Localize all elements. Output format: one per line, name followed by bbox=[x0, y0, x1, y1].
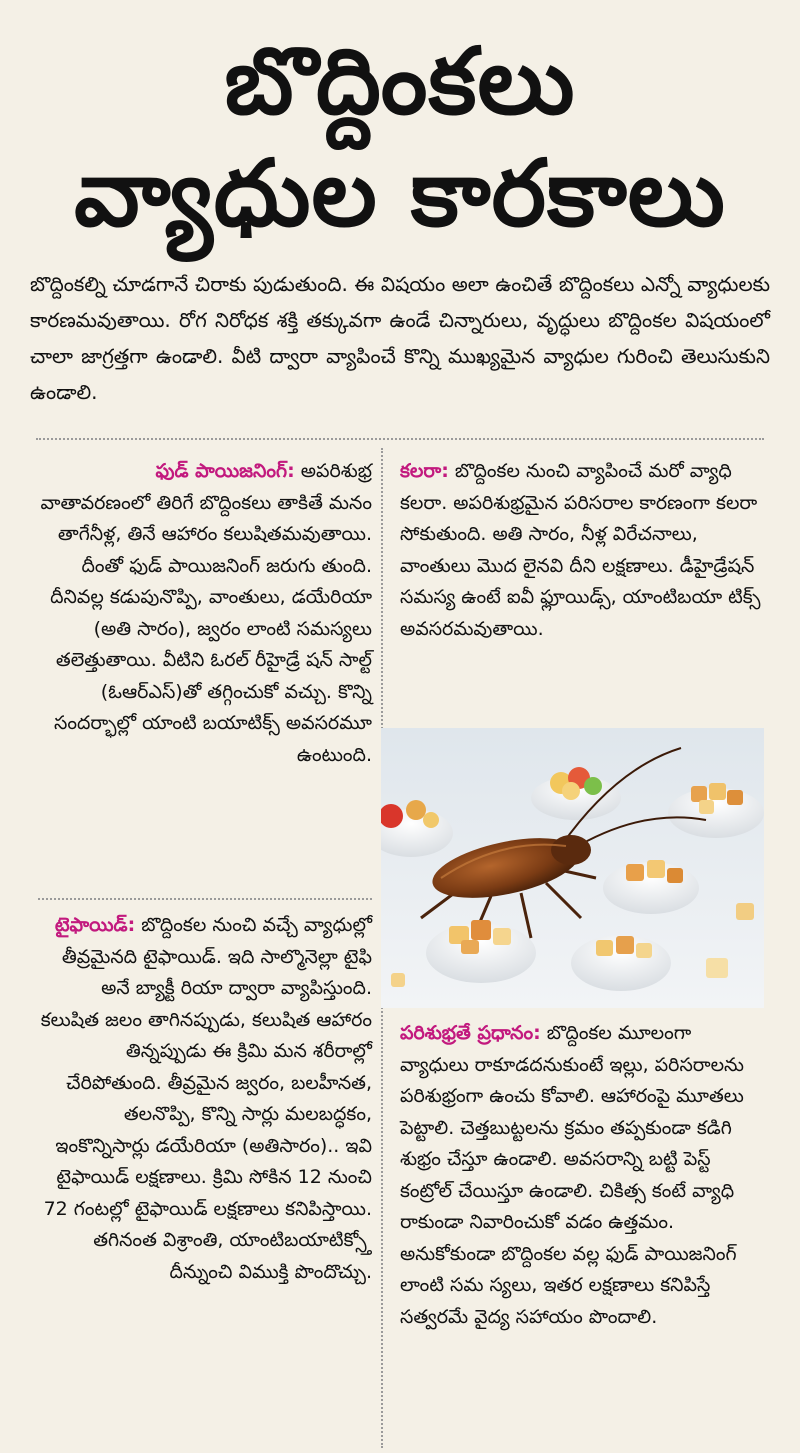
section-food-poisoning bbox=[40, 456, 372, 771]
divider-top bbox=[36, 438, 764, 440]
crouton bbox=[391, 973, 405, 987]
crouton bbox=[736, 903, 754, 920]
section-body-food-poisoning: అపరిశుభ్ర వాతావరణంలో తిరిగే బొద్దింకలు తాకితే మనం తాగేనీళ్ల, తినే ఆహారం కలుషితమవుతాయి. దీంతో ఫుడ్ పాయిజనింగ్ జరుగు తుంది. దీనివల్ల కడుపునొప్పి, వాంతులు, డయేరియా (అతి సారం), జ్వరం లాంటి సమస్యలు తలెత్తుతాయి. వీటిని ఓరల్ రీహైడ్రే షన్ సాల్ట్ (ఓఆర్ఎస్)తో తగ్గించుకో వచ్చు. కొన్ని సందర్భాల్లో యాంటి బయాటిక్స్ అవసరమూ ఉంటుంది. bbox=[40, 460, 372, 766]
section-cholera bbox=[400, 456, 764, 645]
section-heading-hygiene: పరిశుభ్రతే ప్రధానం: bbox=[400, 1022, 541, 1044]
section-body-hygiene: బొద్దింకల మూలంగా వ్యాధులు రాకూడదనుకుంటే ఇల్లు, పరిసరాలను పరిశుభ్రంగా ఉంచు కోవాలి. ఆహారంపై మూతలు పెట్టాలి. చెత్తబుట్టలను క్రమం తప్పకుండా కడిగి శుభ్రం చేస్తూ ఉండాలి. అవసరాన్ని బట్టి పెస్ట్ కంట్రోల్ చేయిస్తూ ఉండాలి. చికిత్స కంటే వ్యాధి రాకుండా నివారించుకో వడం ఉత్తమం. అనుకోకుండా బొద్దింకల వల్ల ఫుడ్ పాయిజనింగ్ లాంటి సమ స్యలు, ఇతర లక్షణాలు కనిపిస్తే సత్వరమే వైద్య సహాయం పొందాలి. bbox=[400, 1022, 744, 1328]
crouton bbox=[706, 958, 728, 978]
section-heading-typhoid: టైఫాయిడ్: bbox=[54, 914, 136, 936]
section-heading-food-poisoning: ఫుడ్ పాయిజనింగ్: bbox=[155, 460, 295, 482]
section-typhoid bbox=[40, 910, 372, 1288]
intro-paragraph: బొద్దింకల్ని చూడగానే చిరాకు పుడుతుంది. ఈ విషయం అలా ఉంచితే బొద్దింకలు ఎన్నో వ్యాధులకు కారణమవుతాయి. రోగ నిరోధక శక్తి తక్కువగా ఉండే చిన్నారులు, వృద్ధులు బొద్దింకల విషయంలో చాలా జాగ్రత్తగా ఉండాలి. వీటి ద్వారా వ్యాపించే కొన్ని ముఖ్యమైన వ్యాధుల గురించి తెలుసుకుని ఉండాలి. bbox=[30, 272, 770, 404]
headline-line-2: వ్యాధుల కారకాలు bbox=[74, 140, 726, 247]
cockroach-food-illustration bbox=[381, 728, 764, 1008]
section-hygiene bbox=[400, 1018, 764, 1333]
headline-line-1: బొద్దింకలు bbox=[224, 28, 576, 135]
section-heading-cholera: కలరా: bbox=[400, 460, 449, 482]
divider-left-column bbox=[38, 898, 372, 900]
section-body-cholera: బొద్దింకల నుంచి వ్యాపించే మరో వ్యాధి కలరా. అపరిశుభ్రమైన పరిసరాల కారణంగా కలరా సోకుతుంది. అతి సారం, నీళ్ల విరేచనాలు, వాంతులు మొద లైనవి దీని లక్షణాలు. డీహైడ్రేషన్ సమస్య ఉంటే ఐవీ ఫ్లూయిడ్స్, యాంటిబయా టిక్స్ అవసరమవుతాయి. bbox=[400, 460, 761, 640]
bowl-front-right bbox=[571, 935, 671, 991]
section-body-typhoid: బొద్దింకల నుంచి వచ్చే వ్యాధుల్లో తీవ్రమైనది టైఫాయిడ్. ఇది సాల్మొనెల్లా టైఫి అనే బ్యాక్టీ రియా ద్వారా వ్యాపిస్తుంది. కలుషిత జలం తాగినప్పుడు, కలుషిత ఆహారం తిన్నప్పుడు ఈ క్రిమి మన శరీరాల్లో చేరిపోతుంది. తీవ్రమైన జ్వరం, బలహీనత, తలనొప్పి, కొన్ని సార్లు మలబద్ధకం, ఇంకొన్నిసార్లు డయేరియా (అతిసారం).. ఇవి టైఫాయిడ్ లక్షణాలు. క్రిమి సోకిన 12 నుంచి 72 గంటల్లో టైఫాయిడ్ లక్షణాలు కనిపిస్తాయి. తగినంత విశ్రాంతి, యాంటిబయాటిక్స్తో దీన్నుంచి విముక్తి పొందొచ్చు. bbox=[40, 914, 372, 1283]
